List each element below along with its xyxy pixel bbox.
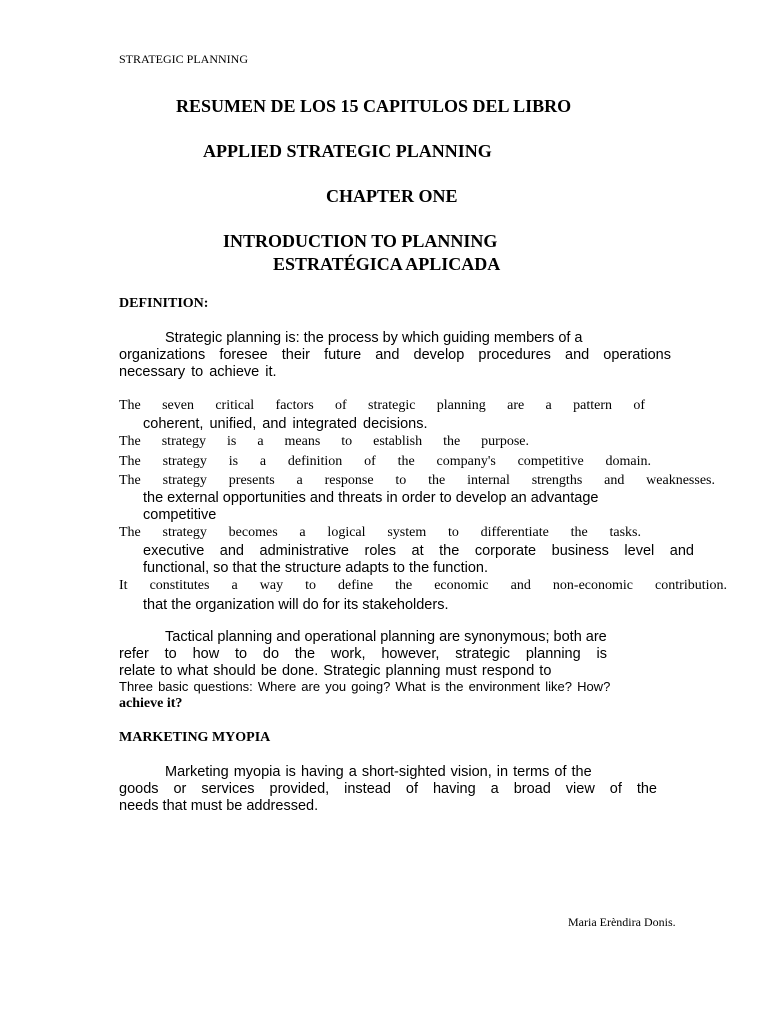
definition-line-3: necessary to achieve it. — [119, 364, 277, 380]
definition-line-1: Strategic planning is: the process by which guiding members of a — [165, 330, 583, 346]
factors-line-2: coherent, unified, and integrated decisions. — [143, 416, 428, 432]
chapter-subtitle-2: ESTRATÉGICA APLICADA — [273, 254, 501, 274]
tactical-line-2: refer to how to do the work, however, strategic planning is — [119, 646, 607, 662]
title-line-1: RESUMEN DE LOS 15 CAPITULOS DEL LIBRO — [176, 96, 572, 116]
factors-line-6: the external opportunities and threats in order to develop an advantage — [143, 490, 599, 506]
factors-line-7: competitive — [143, 507, 217, 523]
tactical-line-3: relate to what should be done. Strategic planning must respond to — [119, 663, 552, 679]
factors-line-9: executive and administrative roles at the corporate business level and — [143, 543, 694, 559]
factors-line-1: The seven critical factors of strategic planning are a pattern of — [119, 398, 645, 413]
title-line-2: APPLIED STRATEGIC PLANNING — [203, 141, 492, 161]
myopia-heading: MARKETING MYOPIA — [119, 730, 271, 745]
factors-line-5: The strategy presents a response to the internal strengths and weaknesses. — [119, 473, 715, 488]
running-header: STRATEGIC PLANNING — [119, 52, 248, 66]
tactical-line-4: Three basic questions: Where are you going? What is the environment like? How? — [119, 679, 611, 694]
chapter-subtitle-1: INTRODUCTION TO PLANNING — [223, 231, 498, 251]
myopia-line-1: Marketing myopia is having a short-sighted vision, in terms of the — [165, 764, 592, 780]
tactical-line-1: Tactical planning and operational planning are synonymous; both are — [165, 629, 607, 645]
factors-line-10: functional, so that the structure adapts to the function. — [143, 560, 488, 576]
factors-line-8: The strategy becomes a logical system to differentiate the tasks. — [119, 525, 641, 540]
factors-line-4: The strategy is a definition of the company's competitive domain. — [119, 454, 651, 469]
factors-line-12: that the organization will do for its stakeholders. — [143, 597, 449, 613]
factors-line-11: It constitutes a way to define the economic and non-economic contribution. — [119, 578, 727, 593]
myopia-line-3: needs that must be addressed. — [119, 798, 319, 814]
tactical-line-5: achieve it? — [119, 696, 183, 711]
chapter-title: CHAPTER ONE — [326, 186, 458, 206]
factors-line-3: The strategy is a means to establish the purpose. — [119, 434, 529, 449]
definition-heading: DEFINITION: — [119, 296, 209, 311]
definition-line-2: organizations foresee their future and develop procedures and operations — [119, 347, 671, 363]
author-signature: Maria Erèndira Donis. — [568, 915, 676, 929]
myopia-line-2: goods or services provided, instead of having a broad view of the — [119, 781, 657, 797]
